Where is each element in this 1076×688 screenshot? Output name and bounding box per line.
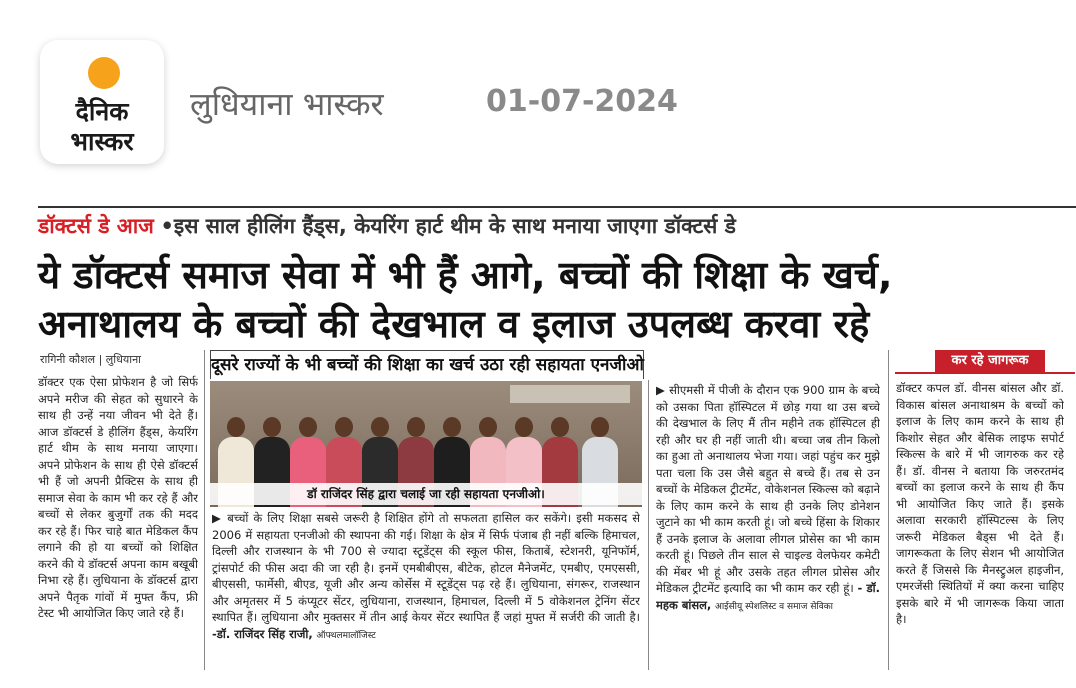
column-divider-2 [648, 380, 649, 670]
middle-body: ▶ बच्चों के लिए शिक्षा सबसे जरूरी है शिक्षित होंगे तो सफलता हासिल कर सकेंगे। इसी मकसद से 2006 में सहायता एनजीओ की स्थापना की गई। शिक्षा के क्षेत्र में सिर्फ पंजाब ही नहीं बल्कि हिमाचल, दिल्ली और राजस्थान के भी 700 से ज्यादा स्टूडेंट्स की स्कूल फीस, किताबें, स्टेशनरी, यूनिफॉर्म, ट्रांसपोर्ट की फीस अदा की जा रही है। इनमें एमबीबीएस, बीटेक, होटल मैनेजमेंट, एमबीए, एमएससी, बीएससी, फार्मेसी, बीएड, यूजी और अन्य कोर्सेस में स्टूडेंट्स पढ़ रहे हैं। लुधियाना, संगरूर, राजस्थान और अमृतसर में 5 कंप्यूटर सेंटर, लुधियाना, राजस्थान, हिमाचल, दिल्ली में 5 वोकेशनल ट्रेनिंग सेंटर स्थापित हैं। लुधियाना और मुक्तसर में तीन आई केयर सेंटर स्थापित हैं जहां मुफ्त में सर्जरी की जाती है। [212, 511, 640, 624]
headline-line-2: अनाथालय के बच्चों की देखभाल व इलाज उपलब्ध करवा रहे [38, 302, 870, 346]
column-3-author: - डॉ. महक बांसल, [656, 581, 880, 612]
kicker [38, 212, 736, 240]
column-divider-1 [204, 350, 205, 670]
headline-line-1: ये डॉक्टर्स समाज सेवा में भी हैं आगे, बच्चों की शिक्षा के खर्च, [38, 253, 893, 297]
column-3-author-role: आईसीयू स्पेशलिस्ट व समाज सेविका [714, 601, 834, 612]
side-section-rule [895, 372, 1075, 374]
middle-column-text [212, 510, 640, 676]
photo-banner [510, 385, 630, 403]
kicker-subtitle: •इस साल हीलिंग हैंड्स, केयरिंग हार्ट थीम के साथ मनाया जाएगा डॉक्टर्स डे [160, 214, 736, 238]
middle-author: -डॉ. राजिंदर सिंह राजी, [212, 626, 313, 641]
column-3-body: ▶ सीएमसी में पीजी के दौरान एक 900 ग्राम के बच्चे को उसका पिता हॉस्पिटल में छोड़ गया था उस बच्चे की देखभाल के लिए मैं तीन महीने तक हॉस्पिटल ही रही और घर ही नहीं जाती थी। बच्चा जब तीन किलो का हुआ तो अनाथालय भेजा गया। जहां पहुंच कर मुझे पता चला कि उस जैसे बहुत से बच्चे हैं। तब से उन बच्चों के मेडिकल ट्रीटमेंट, वोकेशनल स्किल्स को बढ़ाने के लिए काम करने के साथ ही उनके लिए डोनेशन जुटाने का भी काम करती हूं। जो बच्चे हिंसा के शिकार हैं उनके इलाज के अलावा लीगल प्रोसेस का भी काम करती हूं। पिछले तीन साल से चाइल्ड वेलफेयर कमेटी की मेंबर भी हूं और उसके तहत लीगल प्रोसेस और मेडिकल ट्रीटमेंट इत्यादि का भी काम कर रही हूं। [656, 383, 880, 595]
kicker-red-label: डॉक्टर्स डे आज [38, 214, 154, 238]
logo-text-line2: भास्कर [70, 127, 134, 156]
side-section-tag: कर रहे जागरूक [935, 350, 1045, 372]
middle-author-role: ऑफ्थलमालॉजिस्ट [316, 630, 376, 641]
column-divider-3 [888, 350, 889, 670]
byline: रागिनी कौशल | लुधियाना [40, 353, 142, 366]
photo-caption: डॉ राजिंदर सिंह द्वारा चलाई जा रही सहायता एनजीओ। [210, 483, 642, 505]
column-1-text: डॉक्टर एक ऐसा प्रोफेशन है जो सिर्फ अपने मरीज की सेहत को सुधारने के साथ ही उन्हें नया जीवन भी देते हैं। आज डॉक्टर्स डे हीलिंग हैंड्स, केयरिंग हार्ट थीम के साथ मनाया जाएगा। अपने प्रोफेशन के साथ ही ऐसे डॉक्टर्स भी हैं जो अपनी प्रैक्टिस के साथ ही समाज सेवा के काम भी कर रहे हैं और बच्चों से लेकर बुजुर्गों तक की मदद कर रहे हैं। फिर चाहे बात मेडिकल कैंप लगाने की हो या बच्चों को शिक्षित करने की ये डॉक्टर्स अपना काम बखूबी निभा रहे हैं। लुधियाना के डॉक्टर्स द्वारा अपने पैतृक गांवों में मुफ्त कैंप, फ्री टेस्ट भी आयोजित किए जाते रहे हैं। [38, 375, 198, 620]
edition-date: 01-07-2024 [486, 84, 678, 119]
column-4-text: डॉक्टर कपल डॉ. वीनस बांसल और डॉ. विकास बांसल अनाथाश्रम के बच्चों को इलाज के लिए काम करने के साथ ही किशोर सेहत और बेसिक लाइफ सपोर्ट स्किल्स के बारे में भी जागरुक कर रहे हैं। डॉ. वीनस ने बताया कि जरुरतमंद बच्चों का इलाज करने के साथ ही कैंप भी आयोजित किए जाते हैं। इसके अलावा सरकारी हॉस्पिटल्स के लिए जरूरी मेडिकल बैड्स भी देते हैं। जागरूकता के लिए सेशन भी आयोजित करते हैं जिससे कि मैनस्ट्रुअल हाइजीन, एमरजेंसी स्थितियों में क्या करना चाहिए इसके बारे में भी जागरूक किया जाता है। [896, 381, 1064, 626]
column-3-text [656, 382, 880, 674]
middle-section-heading: दूसरे राज्यों के भी बच्चों की शिक्षा का खर्च उठा रही सहायता एनजीओ [210, 350, 644, 379]
top-divider [38, 206, 1076, 208]
dainik-bhaskar-logo [40, 40, 164, 164]
edition-title: लुधियाना भास्कर [190, 85, 384, 123]
logo-text-line1: दैनिक [75, 97, 129, 126]
sun-icon [88, 57, 120, 89]
